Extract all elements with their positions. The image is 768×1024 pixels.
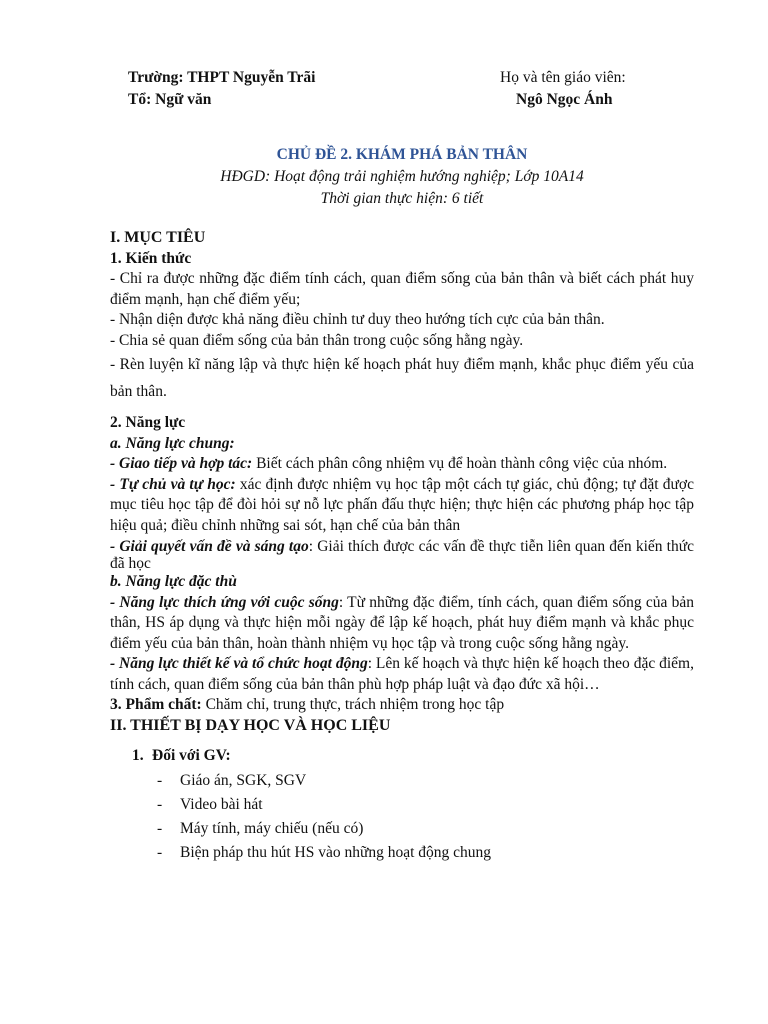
competence-label: - Tự chủ và tự học: xyxy=(110,475,236,493)
general-competence-heading: a. Năng lực chung: xyxy=(110,434,235,452)
competence-text: Biết cách phân công nhiệm vụ để hoàn thành công việc của nhóm. xyxy=(252,455,668,472)
teacher-resources-item xyxy=(110,746,694,767)
list-item: - Biện pháp thu hút HS vào những hoạt động chung xyxy=(157,841,694,865)
section-2-heading: II. THIẾT BỊ DẠY HỌC VÀ HỌC LIỆU xyxy=(110,716,391,734)
knowledge-item: - Nhận diện được khả năng điều chỉnh tư duy theo hướng tích cực của bản thân. xyxy=(110,311,605,328)
list-item: - Máy tính, máy chiếu (nếu có) xyxy=(157,817,694,841)
competence-text: : Giải thích được các vấn đề thực tiễn liên quan đến kiến thức đã học xyxy=(110,538,695,572)
list-item: - Giáo án, SGK, SGV xyxy=(157,769,694,793)
qualities-label: 3. Phẩm chất: xyxy=(110,696,202,713)
competence-label: - Năng lực thích ứng với cuộc sống xyxy=(110,593,339,611)
title-block xyxy=(110,144,694,210)
teacher-info xyxy=(500,67,626,111)
topic-title: CHỦ ĐỀ 2. KHÁM PHÁ BẢN THÂN xyxy=(276,146,528,163)
section-1-heading: I. MỤC TIÊU xyxy=(110,229,206,246)
competence-text: : Lên kế hoạch và thực hiện kế hoạch theo đặc điểm, tính cách, quan điểm sống của bản thân phù hợp pháp luật và đạo đức xã hội… xyxy=(110,655,694,693)
item-label: Đối với GV: xyxy=(152,747,231,764)
teacher-name: Ngô Ngọc Ánh xyxy=(516,91,613,108)
school-name: Trường: THPT Nguyễn Trãi xyxy=(128,69,316,86)
knowledge-item: - Chỉ ra được những đặc điểm tính cách, quan điểm sống của bản thân và biết cách phát huy điểm mạnh, hạn chế điểm yếu; xyxy=(110,270,694,308)
general-competence-item xyxy=(110,454,694,475)
teacher-label: Họ và tên giáo viên: xyxy=(500,69,626,86)
document-body xyxy=(110,228,694,865)
competence-label: - Giao tiếp và hợp tác: xyxy=(110,455,253,472)
department-name: Tổ: Ngữ văn xyxy=(128,91,212,108)
qualities-line xyxy=(110,695,694,716)
competence-heading: 2. Năng lực xyxy=(110,414,186,431)
competence-label: - Năng lực thiết kế và tổ chức hoạt động xyxy=(110,655,368,672)
specific-competence-heading: b. Năng lực đặc thù xyxy=(110,573,237,590)
knowledge-heading: 1. Kiến thức xyxy=(110,249,192,267)
competence-text: : Từ những đặc điểm, tính cách, quan điểm sống của bản thân, HS áp dụng và thực hiện mỗi ngày để lập kế hoạch, phát huy điểm mạnh và khắc phục điểm yếu của bản thân, hoàn thành nhiệm vụ học tập và trong cuộc sống hằng ngày. xyxy=(110,593,695,652)
competence-label: - Giải quyết vấn đề và sáng tạo xyxy=(110,538,309,555)
duration-line: Thời gian thực hiện: 6 tiết xyxy=(320,190,484,207)
general-competence-item xyxy=(110,536,694,572)
qualities-text: Chăm chỉ, trung thực, trách nhiệm trong học tập xyxy=(201,696,505,713)
item-number: 1. xyxy=(132,747,144,764)
specific-competence-item xyxy=(110,654,694,695)
list-item: - Video bài hát xyxy=(157,793,694,817)
general-competence-item xyxy=(110,475,694,537)
specific-competence-item xyxy=(110,593,694,655)
knowledge-item: - Chia sẻ quan điểm sống của bản thân trong cuộc sống hằng ngày. xyxy=(110,331,524,349)
competence-text: xác định được nhiệm vụ học tập một cách tự giác, chủ động; tự đặt được mục tiêu học tập để đòi hỏi sự nỗ lực phấn đấu thực hiện; thực hiện các phương pháp học tập hiệu quả; điều chỉnh những sai sót, hạn chế của bản thân xyxy=(110,475,695,534)
spacer xyxy=(110,405,694,413)
resource-list xyxy=(110,769,694,865)
activity-line: HĐGD: Hoạt động trải nghiệm hướng nghiệp; Lớp 10A14 xyxy=(220,168,584,185)
school-info xyxy=(128,67,315,111)
knowledge-item: - Rèn luyện kĩ năng lập và thực hiện kế hoạch phát huy điểm mạnh, khắc phục điểm yếu của bản thân. xyxy=(110,356,694,400)
